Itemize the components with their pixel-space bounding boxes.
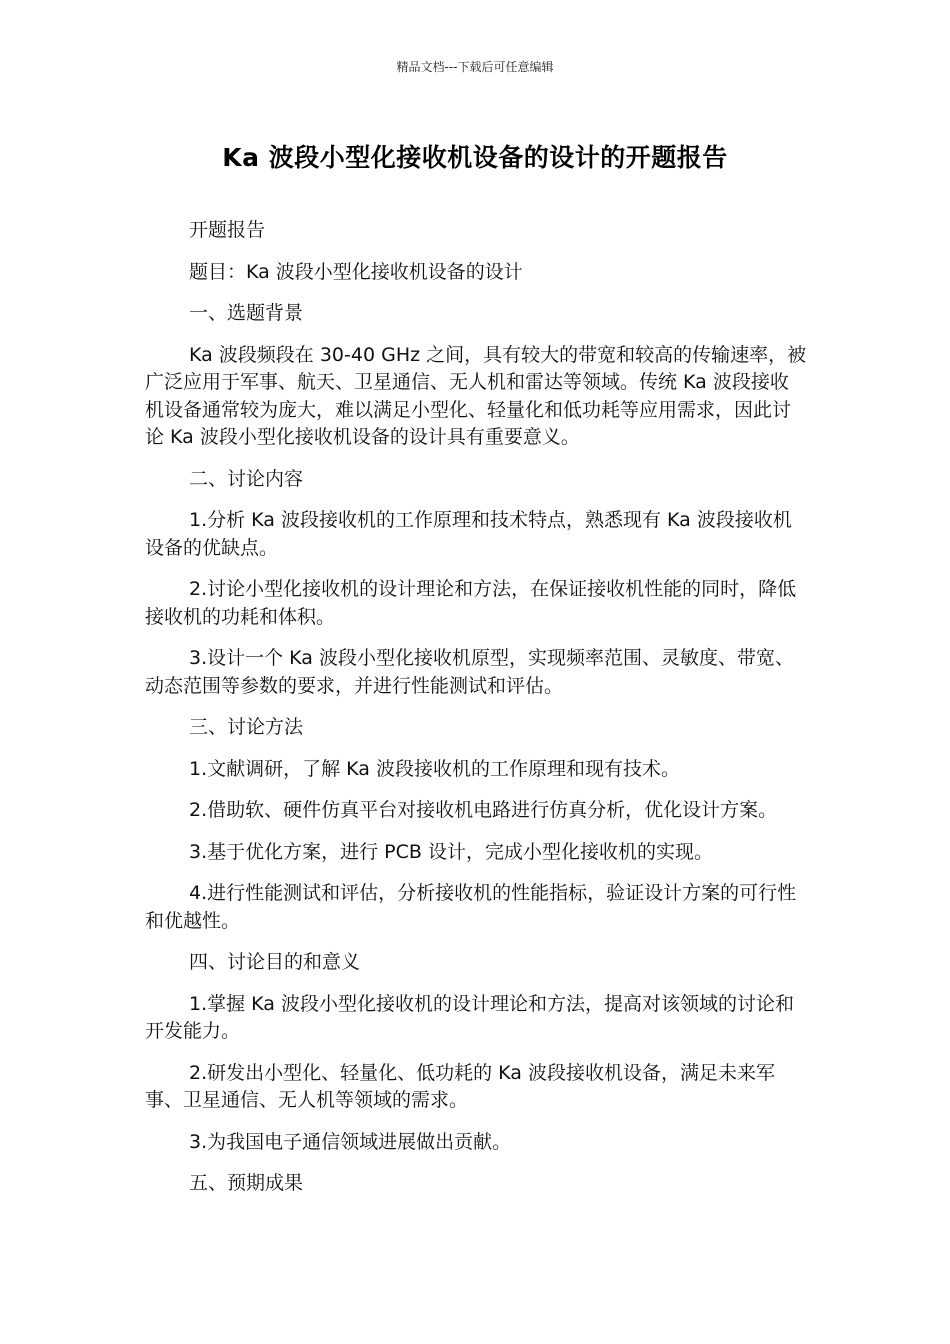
paragraph-topic: 题目：Ka 波段小型化接收机设备的设计 [189,260,523,283]
paragraph-content-1: 1.分析 Ka 波段接收机的工作原理和技术特点，熟悉现有 Ka 波段接收机设备的优缺点。 [145,509,792,559]
paragraph-method-4: 4.进行性能测试和评估，分析接收机的性能指标，验证设计方案的可行性和优越性。 [145,882,797,932]
header-note: 精品文档---下载后可任意编辑 [396,60,554,74]
paragraph-report-label: 开题报告 [189,219,266,241]
paragraph-purpose-1: 1.掌握 Ka 波段小型化接收机的设计理论和方法，提高对该领域的讨论和开发能力。 [145,992,794,1042]
document-title: Ka 波段小型化接收机设备的设计的开题报告 [222,143,728,172]
section-heading-content: 二、讨论内容 [189,467,304,490]
paragraph-content-2: 2.讨论小型化接收机的设计理论和方法，在保证接收机性能的同时，降低接收机的功耗和体积。 [145,578,797,628]
paragraph-content-3: 3.设计一个 Ka 波段小型化接收机原型，实现频率范围、灵敏度、带宽、动态范围等参数的要求，并进行性能测试和评估。 [145,647,794,697]
paragraph-background: Ka 波段频段在 30-40 GHz 之间，具有较大的带宽和较高的传输速率，被广泛应用于军事、航天、卫星通信、无人机和雷达等领域。传统 Ka 波段接收机设备通常较为庞大，难以满足小型化、轻量化和低功耗等应用需求，因此讨论 Ka 波段小型化接收机设备的设计具有重要意义。 [145,343,807,448]
section-heading-purpose: 四、讨论目的和意义 [189,951,361,973]
document-body [145,217,807,1212]
paragraph-method-1: 1.文献调研，了解 Ka 波段接收机的工作原理和现有技术。 [189,757,680,780]
section-heading-results: 五、预期成果 [189,1172,304,1194]
section-heading-method: 三、讨论方法 [189,716,304,738]
paragraph-method-3: 3.基于优化方案，进行 PCB 设计，完成小型化接收机的实现。 [189,840,713,863]
section-heading-background: 一、选题背景 [189,302,304,324]
paragraph-purpose-3: 3.为我国电子通信领域进展做出贡献。 [189,1130,512,1153]
paragraph-purpose-2: 2.研发出小型化、轻量化、低功耗的 Ka 波段接收机设备，满足未来军事、卫星通信、无人机等领域的需求。 [145,1061,775,1111]
paragraph-method-2: 2.借助软、硬件仿真平台对接收机电路进行仿真分析，优化设计方案。 [189,799,778,821]
